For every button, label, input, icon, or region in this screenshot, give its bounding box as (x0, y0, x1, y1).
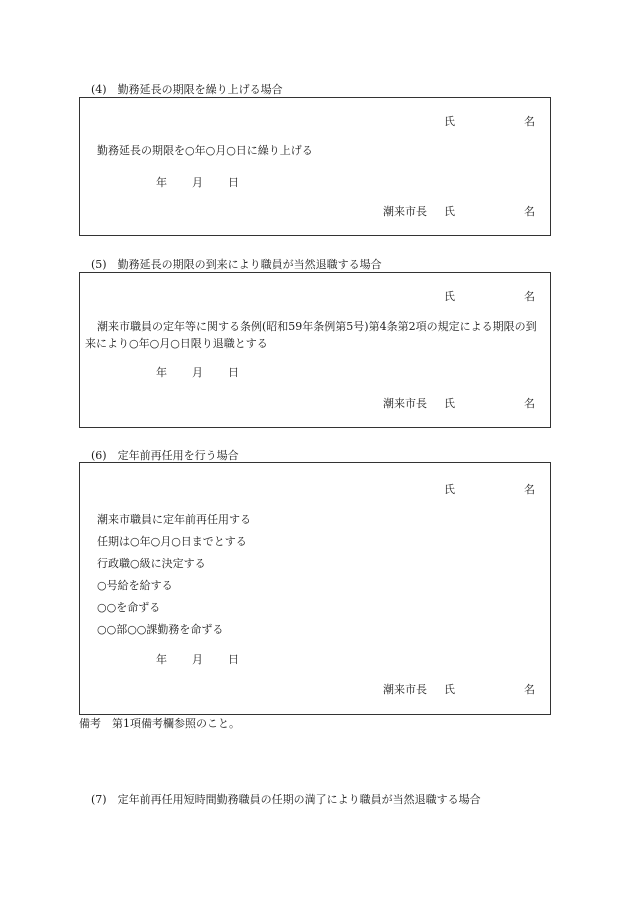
section-4-name-shi: 氏 (444, 115, 455, 128)
section-4-box (79, 97, 551, 236)
section-4-body: 勤務延長の期限を○年○月○日に繰り上げる (97, 144, 313, 157)
section-6-heading: (6) 定年前再任用を行う場合 (91, 449, 239, 462)
section-6-line: 潮来市職員に定年前再任用する (97, 513, 251, 526)
section-6-line: ○○を命ずる (97, 601, 161, 614)
section-6-name-mei: 名 (524, 483, 535, 496)
section-6-issuer-shi: 氏 (444, 683, 455, 696)
section-6-date-nen: 年 (156, 653, 167, 666)
section-4-issuer-mei: 名 (524, 205, 535, 218)
section-6-line: ○○部○○課勤務を命ずる (97, 623, 224, 636)
section-7-heading: (7) 定年前再任用短時間勤務職員の任期の満了により職員が当然退職する場合 (91, 793, 481, 806)
section-6-line: 任期は○年○月○日までとする (97, 535, 247, 548)
remark-note: 備考 第1項備考欄参照のこと。 (79, 717, 240, 730)
section-6-name-shi: 氏 (444, 483, 455, 496)
section-5-issuer-shi: 氏 (444, 397, 455, 410)
section-5-heading: (5) 勤務延長の期限の到来により職員が当然退職する場合 (91, 258, 382, 271)
section-5-date-nen: 年 (156, 366, 167, 379)
section-5-name-mei: 名 (524, 290, 535, 303)
section-6-line: ○号給を給する (97, 579, 173, 592)
section-4-name-mei: 名 (524, 115, 535, 128)
section-4-date-hi: 日 (228, 176, 239, 189)
section-4-issuer: 潮来市長 (383, 205, 427, 218)
section-6-issuer-mei: 名 (524, 683, 535, 696)
section-5-issuer: 潮来市長 (383, 397, 427, 410)
section-6-issuer: 潮来市長 (383, 683, 427, 696)
section-5-name-shi: 氏 (444, 290, 455, 303)
section-5-date-tsuki: 月 (192, 366, 203, 379)
section-5-issuer-mei: 名 (524, 397, 535, 410)
section-6-date-tsuki: 月 (192, 653, 203, 666)
section-6-date-hi: 日 (228, 653, 239, 666)
section-5-body: 潮来市職員の定年等に関する条例(昭和59年条例第5号)第4条第2項の規定による期限の到来により○年○月○日限り退職とする (85, 320, 537, 350)
section-4-issuer-shi: 氏 (444, 205, 455, 218)
section-5-date-hi: 日 (228, 366, 239, 379)
section-6-line: 行政職○級に決定する (97, 557, 206, 570)
section-4-date-tsuki: 月 (192, 176, 203, 189)
section-4-heading: (4) 勤務延長の期限を繰り上げる場合 (91, 83, 283, 96)
section-4-date-nen: 年 (156, 176, 167, 189)
